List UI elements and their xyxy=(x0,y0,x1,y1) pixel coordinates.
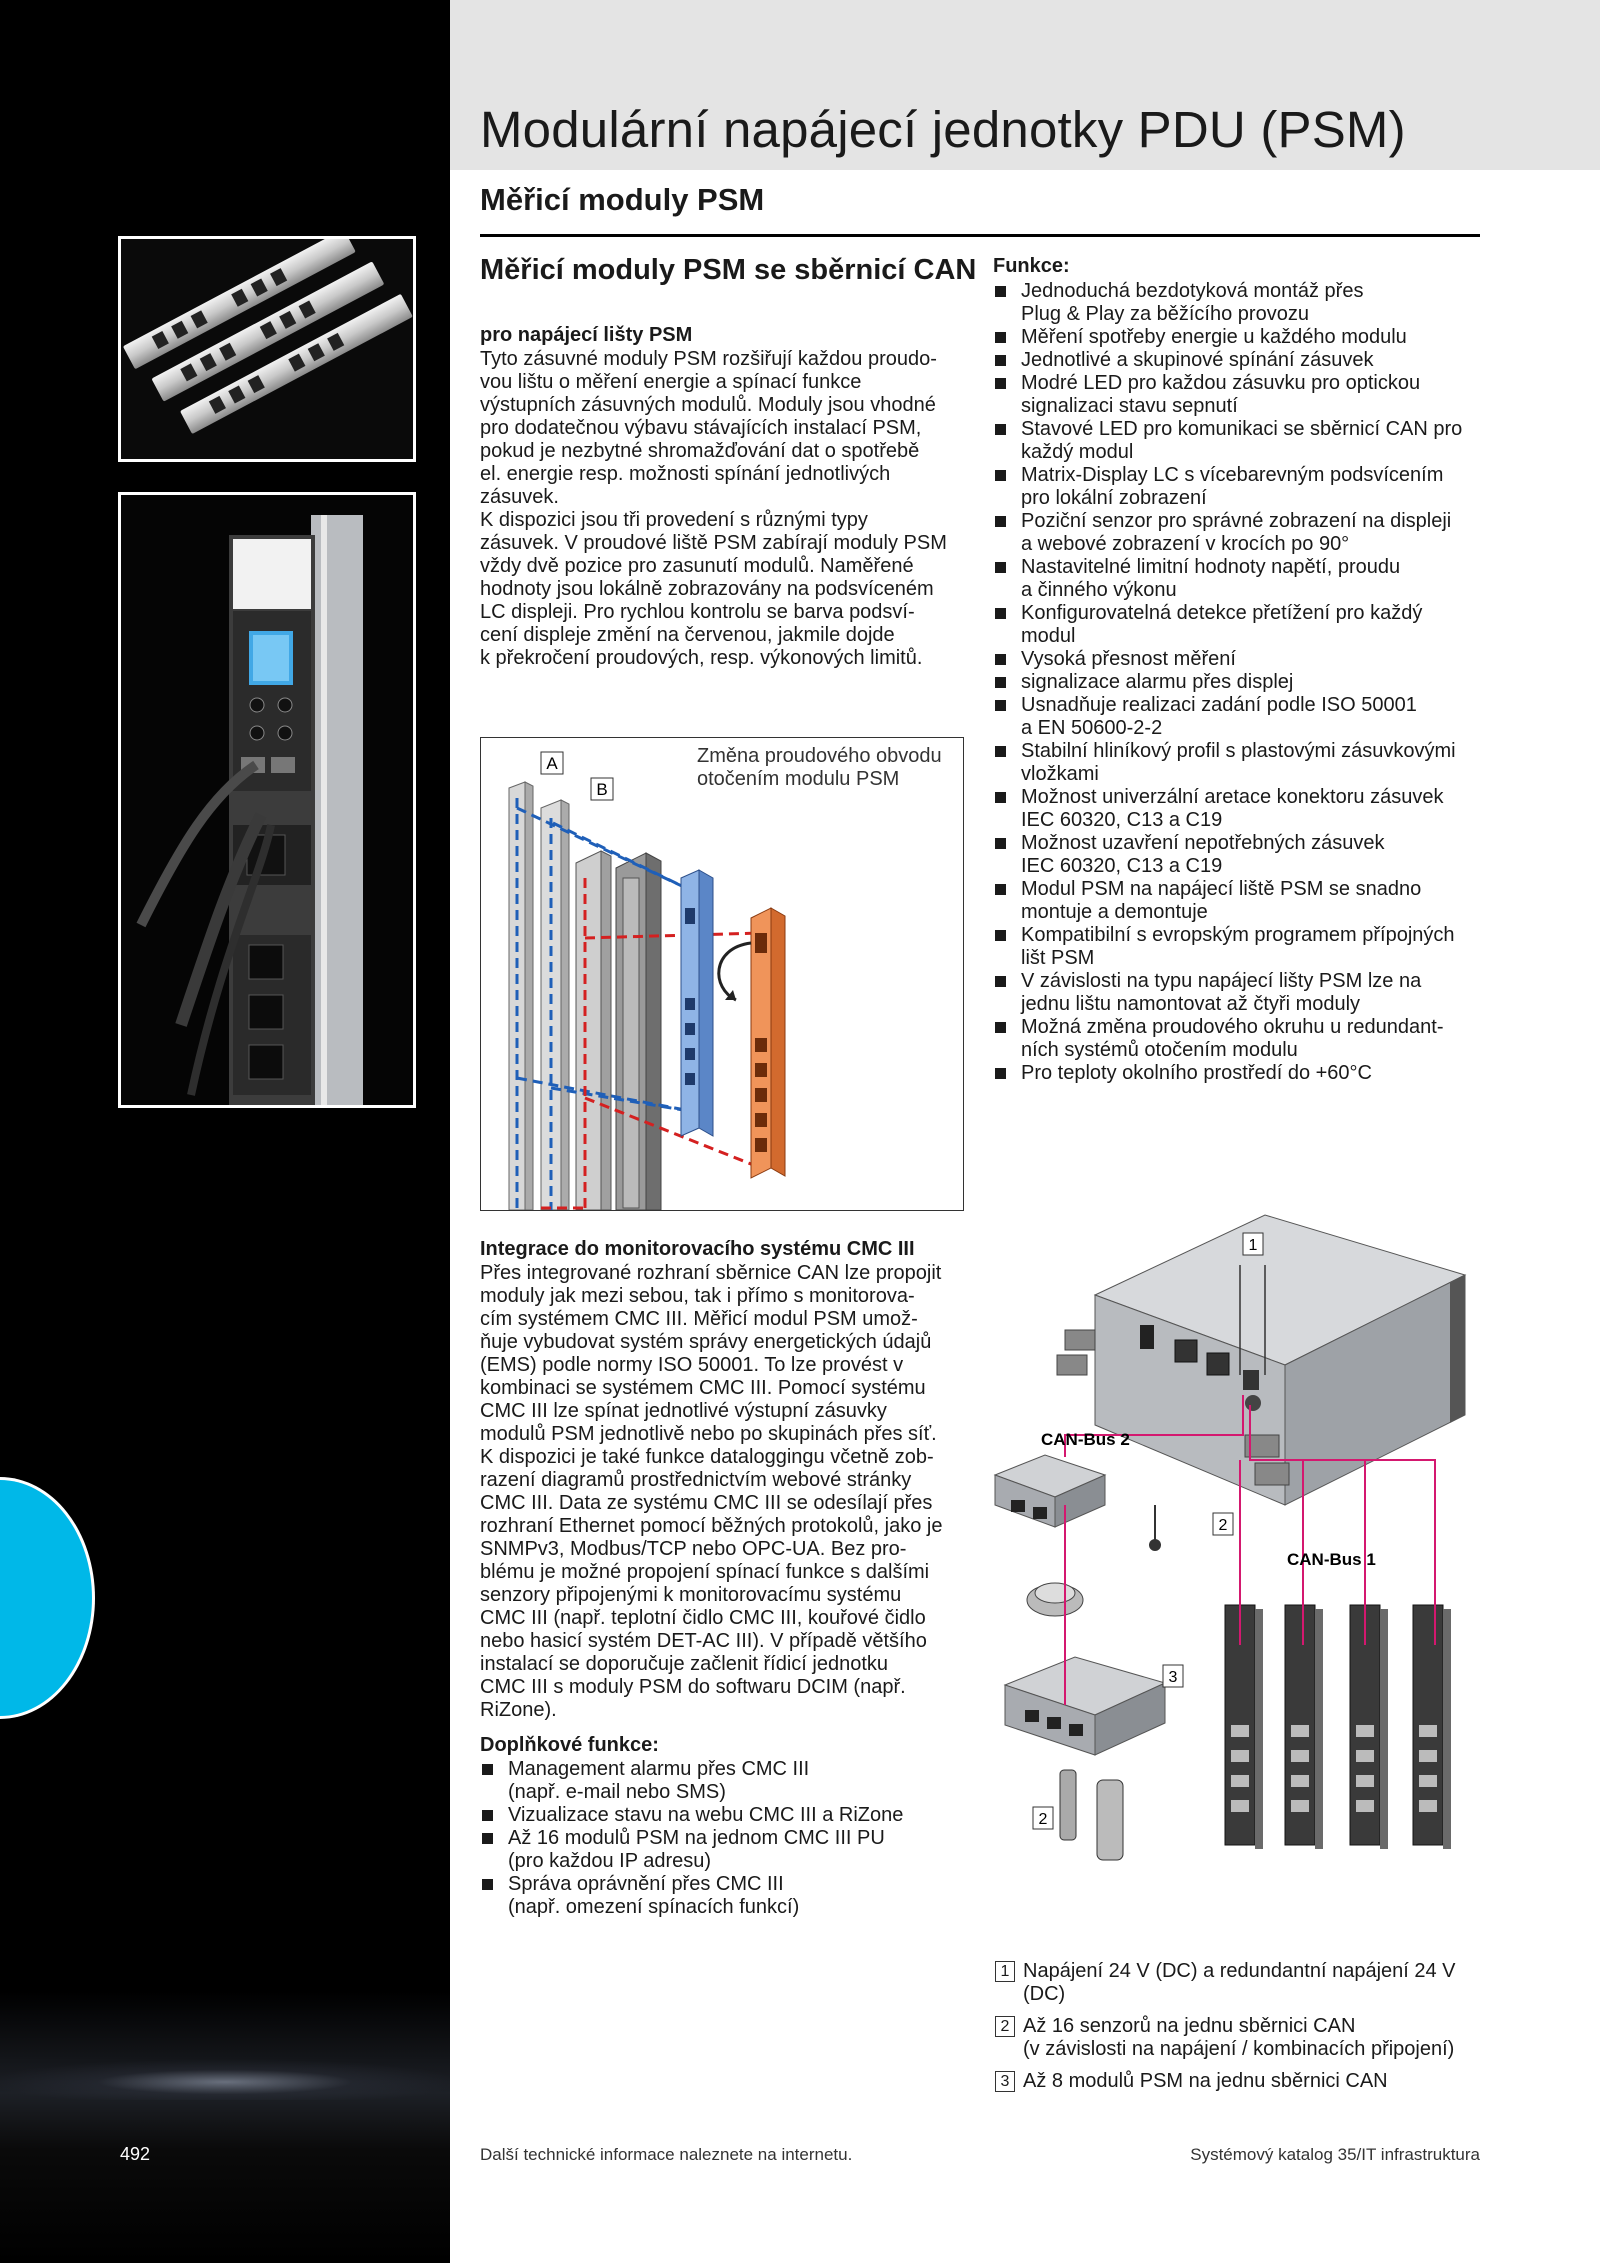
list-item: Usnadňuje realizaci zadání podle ISO 50001 a EN 50600-2-2 xyxy=(993,694,1483,740)
section2-body xyxy=(480,1262,960,1722)
list-item: signalizace alarmu přes displej xyxy=(993,671,1483,694)
text-line: kombinaci se systémem CMC III. Pomocí systému xyxy=(480,1377,926,1399)
text-line: zásuvek. V proudové liště PSM zabírají moduly PSM xyxy=(480,532,947,554)
text-line: el. energie resp. možnosti spínání jednotlivých xyxy=(480,463,891,485)
figure-cmc-system xyxy=(985,1205,1485,1885)
figure-circuit-change xyxy=(480,737,964,1211)
footer-catalog-name: Systémový katalog 35/IT infrastruktura xyxy=(1190,2145,1480,2164)
page-number: 492 xyxy=(120,2144,151,2164)
light-glow xyxy=(0,2060,450,2100)
page-title: Modulární napájecí jednotky PDU (PSM) xyxy=(480,101,1406,158)
text-line: K dispozici jsou tři provedení s různými typy xyxy=(480,509,868,531)
text-line: rozhraní Ethernet pomocí běžných protokolů, jako je xyxy=(480,1515,943,1537)
text-line: blému je možné propojení spínací funkce s dalšími xyxy=(480,1561,930,1583)
photo-pdu-strips xyxy=(118,236,416,462)
callout-1: 1 xyxy=(1248,1237,1258,1254)
functions-title: Funkce: xyxy=(993,255,1070,277)
text-line: nebo hasicí systém DET-AC III). V případě většího xyxy=(480,1630,927,1652)
list-item: Až 16 modulů PSM na jednom CMC III PU (pro každou IP adresu) xyxy=(480,1827,920,1873)
text-line: RiZone). xyxy=(480,1699,557,1721)
functions-list xyxy=(993,280,1483,1085)
label-a: A xyxy=(546,754,558,773)
text-line: Přes integrované rozhraní sběrnice CAN lze propojit xyxy=(480,1262,942,1284)
text-line: (EMS) podle normy ISO 50001. To lze provést v xyxy=(480,1354,904,1376)
extra-functions-title: Doplňkové funkce: xyxy=(480,1734,659,1756)
circuit-change-illustration xyxy=(481,738,963,1210)
list-item: Měření spotřeby energie u každého modulu xyxy=(993,326,1483,349)
label-b: B xyxy=(596,780,608,799)
callout-2-top: 2 xyxy=(1218,1517,1228,1534)
text-line: hodnoty jsou lokálně zobrazovány na podsvíceném xyxy=(480,578,934,600)
text-line: CMC III s moduly PSM do softwaru DCIM (např. xyxy=(480,1676,906,1698)
list-item: Nastavitelné limitní hodnoty napětí, proudu a činného výkonu xyxy=(993,556,1483,602)
list-item: Možná změna proudového okruhu u redundant- ních systémů otočením modulu xyxy=(993,1016,1483,1062)
photo-vertical-pdu xyxy=(118,492,416,1108)
note-item: 3 Až 8 modulů PSM na jednu sběrnici CAN xyxy=(995,2070,1485,2093)
text-line: SNMPv3, Modbus/TCP nebo OPC-UA. Bez pro- xyxy=(480,1538,907,1560)
list-item: Kompatibilní s evropským programem přípojných lišt PSM xyxy=(993,924,1483,970)
text-line: k překročení proudových, resp. výkonových limitů. xyxy=(480,647,923,669)
text-line: CMC III lze spínat jednotlivé výstupní zásuvky xyxy=(480,1400,887,1422)
list-item: Management alarmu přes CMC III (např. e-mail nebo SMS) xyxy=(480,1758,920,1804)
header-rule xyxy=(480,234,1480,237)
list-item: Poziční senzor pro správné zobrazení na displeji a webové zobrazení v krocích po 90° xyxy=(993,510,1483,556)
list-item: Modul PSM na napájecí liště PSM se snadno montuje a demontuje xyxy=(993,878,1483,924)
text-line: CMC III (např. teplotní čidlo CMC III, kouřové čidlo xyxy=(480,1607,926,1629)
extra-functions-list xyxy=(480,1758,920,1919)
cmc-system-illustration xyxy=(985,1205,1485,1885)
list-item: V závislosti na typu napájecí lišty PSM lze na jednu lištu namontovat až čtyři moduly xyxy=(993,970,1483,1016)
note-number: 2 xyxy=(995,2016,1015,2037)
list-item: Matrix-Display LC s vícebarevným podsvícením pro lokální zobrazení xyxy=(993,464,1483,510)
can-bus-2-label: CAN-Bus 2 xyxy=(1041,1430,1130,1449)
callout-2-bottom: 2 xyxy=(1038,1811,1048,1828)
list-item: Vizualizace stavu na webu CMC III a RiZone xyxy=(480,1804,920,1827)
note-number: 1 xyxy=(995,1961,1015,1982)
text-line: pokud je nezbytné shromažďování dat o spotřebě xyxy=(480,440,920,462)
note-item: 2 Až 16 senzorů na jednu sběrnici CAN (v závislosti na napájení / kombinacích připojení) xyxy=(995,2015,1485,2061)
section-title-cmc-integration: Integrace do monitorovacího systému CMC III xyxy=(480,1238,915,1260)
list-item: Pro teploty okolního prostředí do +60°C xyxy=(993,1062,1483,1085)
list-item: Stavové LED pro komunikaci se sběrnicí CAN pro každý modul xyxy=(993,418,1483,464)
text-line: senzory připojenými k monitorovacímu systému xyxy=(480,1584,902,1606)
text-line: zásuvek. xyxy=(480,486,559,508)
list-item: Konfigurovatelná detekce přetížení pro každý modul xyxy=(993,602,1483,648)
text-line: razení diagramů prostřednictvím webové stránky xyxy=(480,1469,912,1491)
section-subtitle: pro napájecí lišty PSM xyxy=(480,324,693,346)
list-item: Modré LED pro každou zásuvku pro optickou signalizaci stavu sepnutí xyxy=(993,372,1483,418)
text-line: vou lištu o měření energie a spínací funkce xyxy=(480,371,862,393)
footer-web-info-link[interactable]: Další technické informace naleznete na internetu. xyxy=(480,2145,853,2164)
text-line: modulů PSM jednotlivě nebo po skupinách přes síť. xyxy=(480,1423,937,1445)
page-subtitle: Měřicí moduly PSM xyxy=(480,182,765,217)
figure2-notes xyxy=(995,1960,1485,2102)
vertical-pdu-illustration xyxy=(121,495,413,1105)
text-line: cení displeje změní na červenou, jakmile dojde xyxy=(480,624,895,646)
text-line: pro dodatečnou výbavu stávajících instalací PSM, xyxy=(480,417,922,439)
can-bus-1-label: CAN-Bus 1 xyxy=(1287,1550,1376,1569)
text-line: moduly jak mezi sebou, tak i přímo s monitorova- xyxy=(480,1285,915,1307)
list-item: Možnost uzavření nepotřebných zásuvek IEC 60320, C13 a C19 xyxy=(993,832,1483,878)
text-line: Tyto zásuvné moduly PSM rozšiřují každou proudo- xyxy=(480,348,937,370)
text-line: LC displeji. Pro rychlou kontrolu se barva podsví- xyxy=(480,601,915,623)
text-line: ňuje vybudovat systém správy energetických údajů xyxy=(480,1331,932,1353)
section-title-can-modules: Měřicí moduly PSM se sběrnicí CAN xyxy=(480,254,977,286)
text-line: instalací se doporučuje začlenit řídicí jednotku xyxy=(480,1653,889,1675)
figure1-caption: Změna proudového obvodu otočením modulu PSM xyxy=(697,745,942,790)
list-item: Vysoká přesnost měření xyxy=(993,648,1483,671)
list-item: Správa oprávnění přes CMC III (např. omezení spínacích funkcí) xyxy=(480,1873,920,1919)
list-item: Jednotlivé a skupinové spínání zásuvek xyxy=(993,349,1483,372)
text-line: cím systémem CMC III. Měřicí modul PSM umož- xyxy=(480,1308,918,1330)
note-item: 1 Napájení 24 V (DC) a redundantní napájení 24 V (DC) xyxy=(995,1960,1485,2006)
list-item: Možnost univerzální aretace konektoru zásuvek IEC 60320, C13 a C19 xyxy=(993,786,1483,832)
section1-body xyxy=(480,348,960,670)
pdu-strips-illustration xyxy=(121,239,413,459)
text-line: CMC III. Data ze systému CMC III se odesílají přes xyxy=(480,1492,933,1514)
text-line: vždy dvě pozice pro zasunutí modulů. Naměřené xyxy=(480,555,914,577)
callout-3: 3 xyxy=(1168,1669,1178,1686)
text-line: výstupních zásuvných modulů. Moduly jsou vhodné xyxy=(480,394,936,416)
note-number: 3 xyxy=(995,2071,1015,2092)
list-item: Stabilní hliníkový profil s plastovými zásuvkovými vložkami xyxy=(993,740,1483,786)
text-line: K dispozici je také funkce dataloggingu včetně zob- xyxy=(480,1446,934,1468)
list-item: Jednoduchá bezdotyková montáž přes Plug & Play za běžícího provozu xyxy=(993,280,1483,326)
